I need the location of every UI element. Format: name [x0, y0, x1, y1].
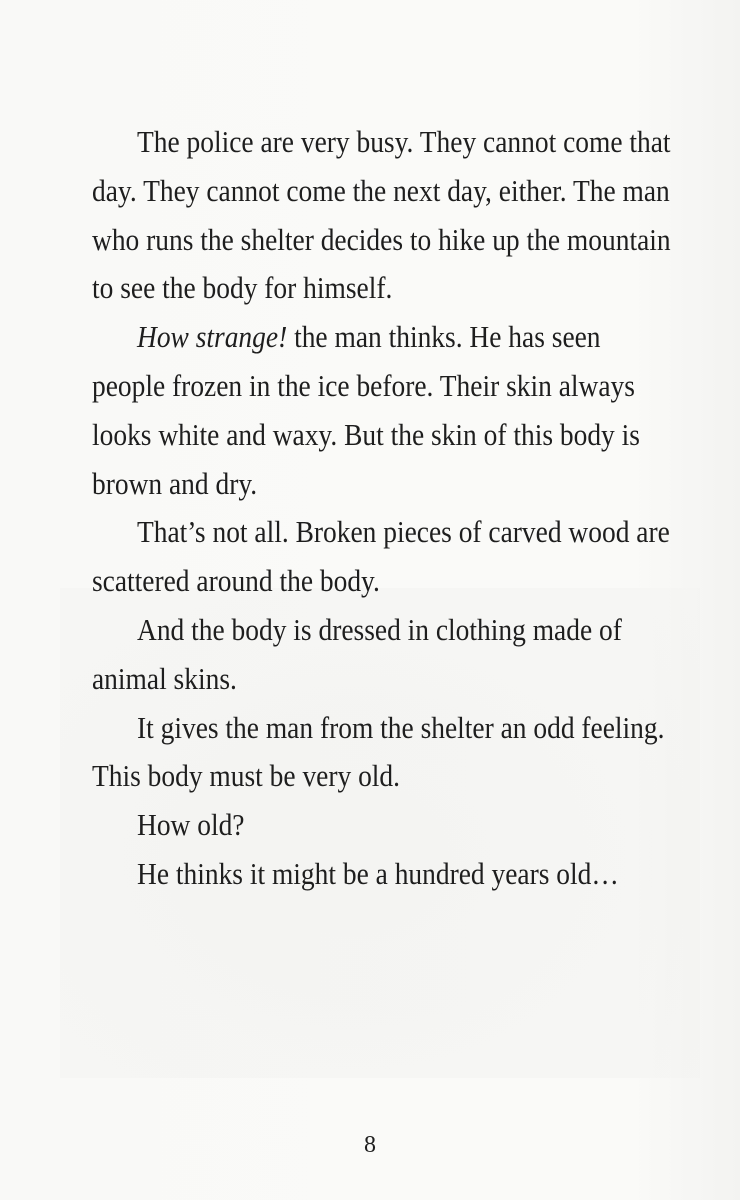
paragraph: It gives the man from the shelter an odd feeling. This body must be very old.: [92, 710, 665, 794]
emphasized-text: How strange!: [137, 320, 288, 355]
page-text: [92, 118, 677, 899]
page-number: 8: [364, 1132, 376, 1158]
paragraph: He thinks it might be a hundred years old…: [137, 856, 619, 891]
paragraph: How old?: [137, 808, 245, 843]
paragraph: [92, 313, 677, 508]
paragraph: The police are very busy. They cannot come that day. They cannot come the next day, either. The man who runs the shelter decides to hike up the mountain to see the body for himself.: [92, 125, 671, 306]
paragraph-text: the man thinks. He has seen people frozen in the ice before. Their skin always looks white and waxy. But the skin of this body is brown and dry.: [92, 320, 640, 501]
paragraph: And the body is dressed in clothing made of animal skins.: [92, 612, 622, 696]
paragraph: That’s not all. Broken pieces of carved wood are scattered around the body.: [92, 515, 670, 599]
